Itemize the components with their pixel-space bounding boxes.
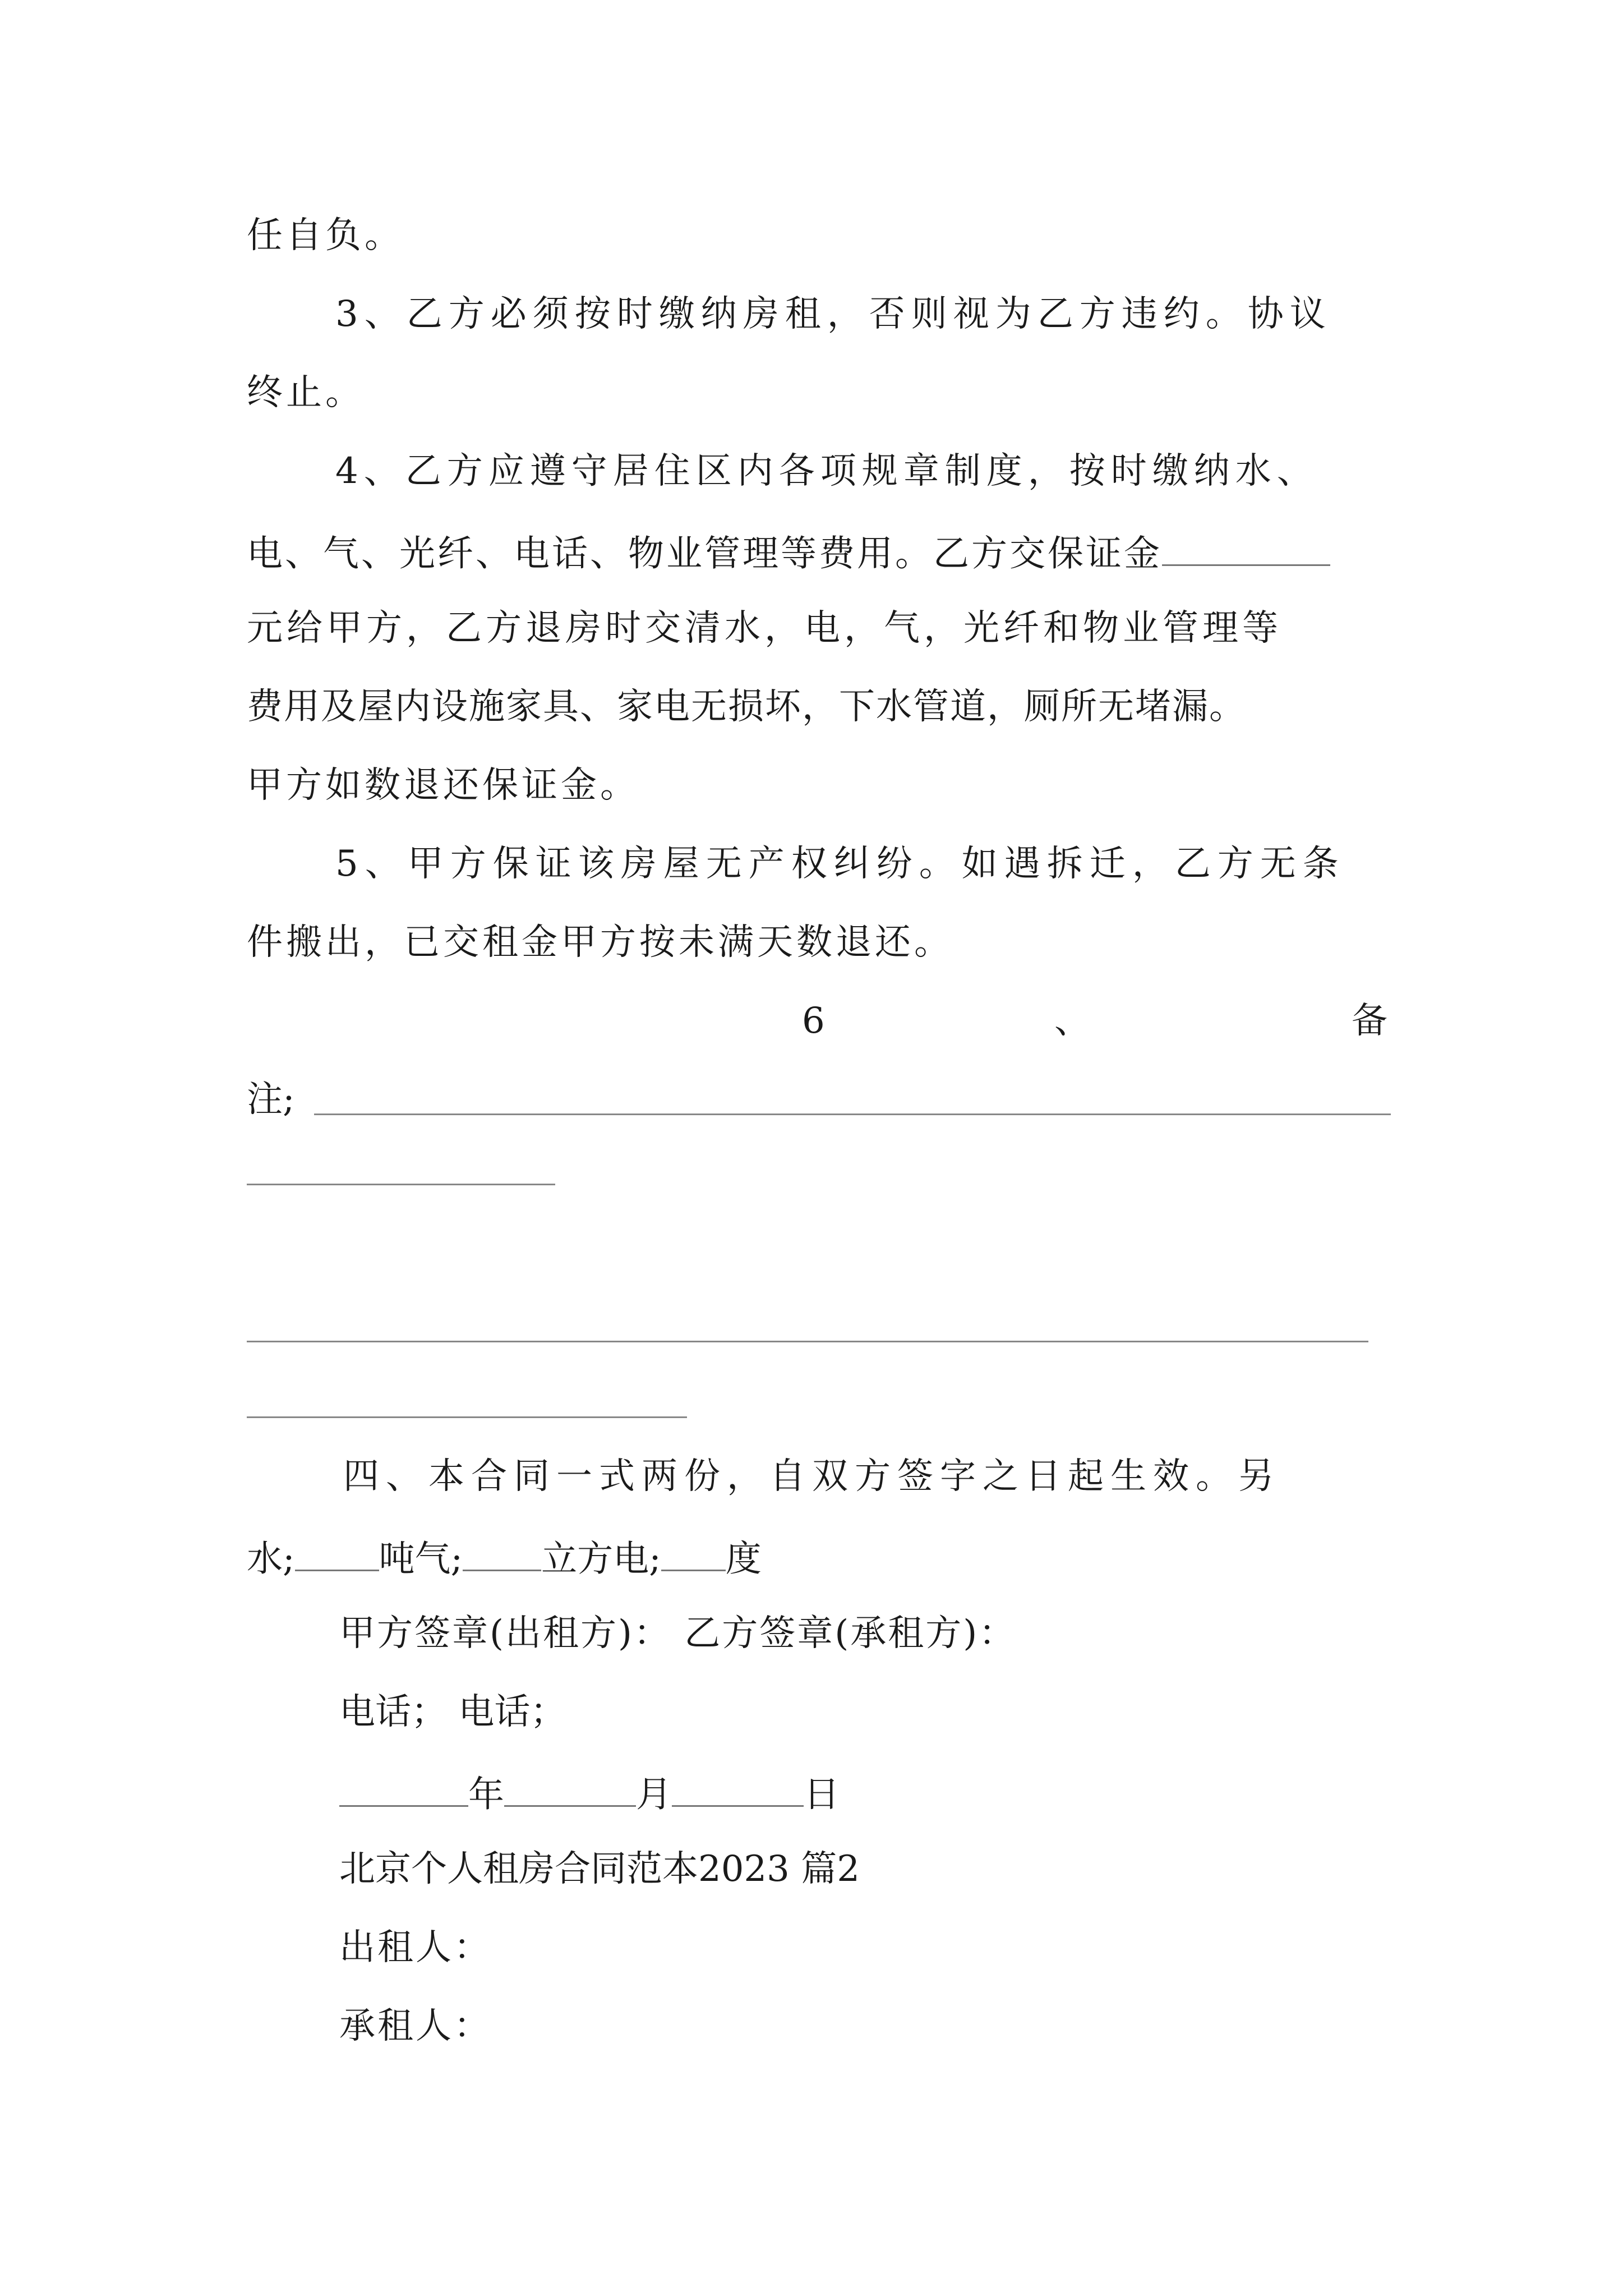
lessor-label: 出租人： xyxy=(339,1927,492,1968)
remarks-line-2 xyxy=(247,1184,555,1185)
remarks-label: 注; xyxy=(247,1079,295,1120)
clause-4-line-2 xyxy=(247,532,1330,575)
month-label: 月 xyxy=(636,1774,672,1816)
day-label: 日 xyxy=(804,1774,840,1816)
year-blank xyxy=(339,1773,468,1807)
water-blank xyxy=(295,1537,379,1571)
remarks-word: 备 xyxy=(1352,1000,1387,1042)
day-blank xyxy=(672,1773,804,1807)
section-4-line-1: 四、本合同一式两份，自双方签字之日起生效。另 xyxy=(343,1456,1281,1497)
remarks-line-3 xyxy=(247,1341,1368,1342)
remarks-separator: 、 xyxy=(1054,1000,1090,1042)
clause-5-line-1: 5、甲方保证该房屋无产权纠纷。如遇拆迁，乙方无条 xyxy=(335,843,1345,885)
gas-unit: 立方电; xyxy=(541,1538,661,1580)
section-heading: 北京个人租房合同范本2023 篇2 xyxy=(339,1848,860,1890)
water-unit: 吨气; xyxy=(379,1538,463,1580)
text-line-1: 任自负。 xyxy=(247,215,404,256)
remarks-number: 6 xyxy=(802,1000,825,1042)
date-line xyxy=(339,1773,840,1816)
clause-5-line-2: 件搬出，已交租金甲方按未满天数退还。 xyxy=(247,922,953,963)
phone-line: 电话； 电话； xyxy=(339,1691,566,1733)
remarks-line-4 xyxy=(247,1416,687,1418)
clause-4-line-5: 甲方如数退还保证金。 xyxy=(247,765,639,806)
clause-4-line-1: 4、乙方应遵守居住区内各项规章制度，按时缴纳水、 xyxy=(335,450,1318,492)
water-label: 水; xyxy=(247,1538,295,1580)
deposit-blank xyxy=(1162,532,1330,566)
lessee-label: 承租人： xyxy=(339,2005,492,2047)
month-blank xyxy=(504,1773,636,1807)
electricity-unit: 度 xyxy=(725,1538,762,1580)
clause-4-line-3: 元给甲方，乙方退房时交清水，电，气，光纤和物业管理等 xyxy=(247,608,1282,649)
clause-4-line-2-text: 电、气、光纤、电话、物业管理等费用。乙方交保证金 xyxy=(247,533,1162,575)
electricity-blank xyxy=(661,1537,726,1571)
gas-blank xyxy=(463,1537,541,1571)
clause-4-line-4: 费用及屋内设施家具、家电无损坏，下水管道，厕所无堵漏。 xyxy=(247,686,1246,728)
clause-3-line-1: 3、乙方必须按时缴纳房租，否则视为乙方违约。协议 xyxy=(335,293,1332,335)
signature-line: 甲方签章(出租方)： 乙方签章(承租方)： xyxy=(339,1613,1017,1654)
clause-3-line-2: 终止。 xyxy=(247,372,365,413)
year-label: 年 xyxy=(468,1774,504,1816)
utilities-line xyxy=(247,1537,762,1580)
remarks-line-1 xyxy=(314,1114,1391,1115)
